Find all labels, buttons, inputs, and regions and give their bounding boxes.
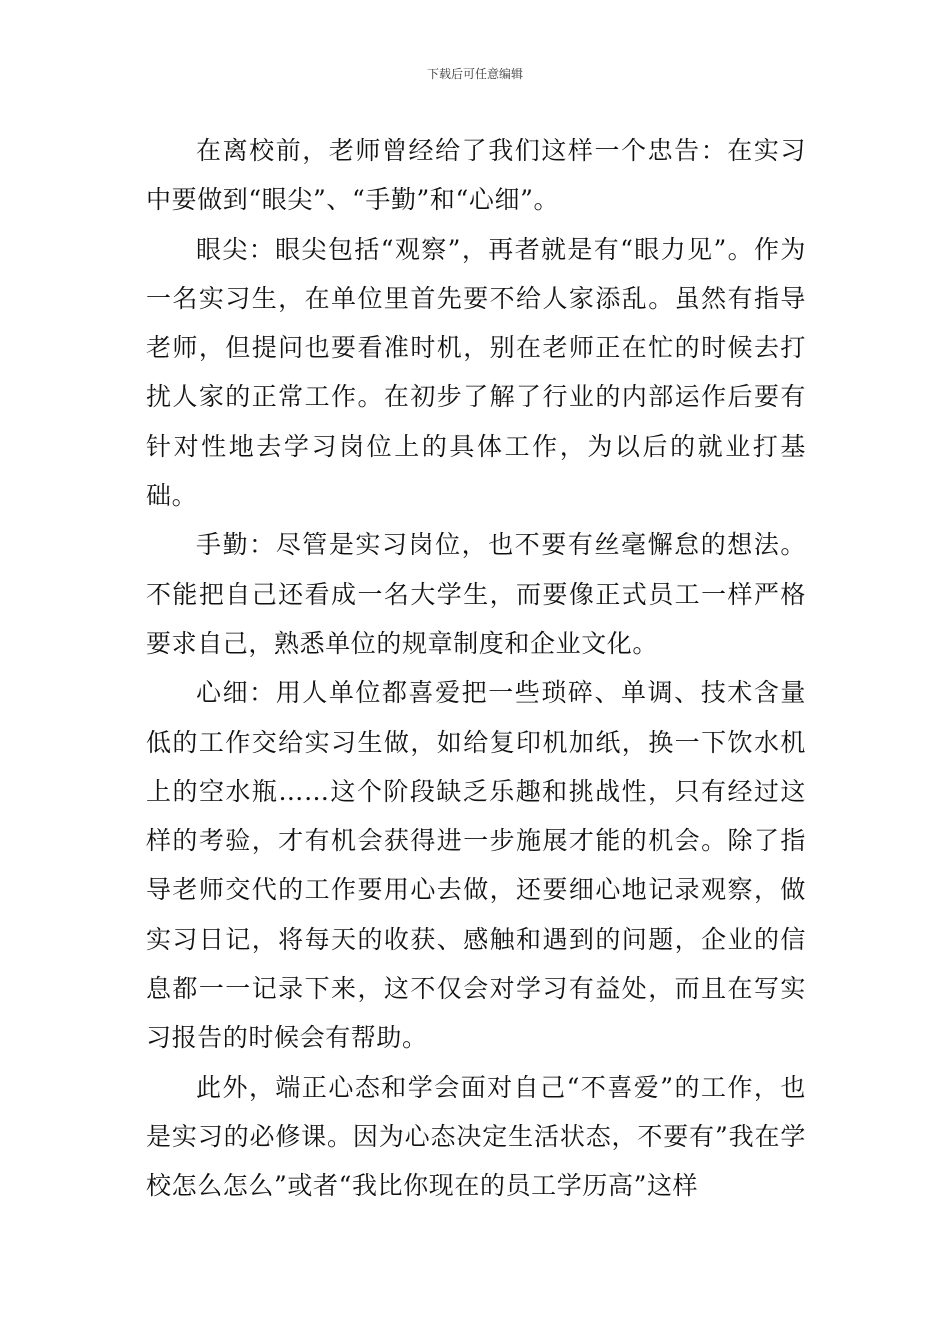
document-body [146,126,806,1211]
header-note: 下载后可任意编辑 [426,67,523,81]
paragraph-careful-mind: 心细：用人单位都喜爱把一些琐碎、单调、技术含量低的工作交给实习生做，如给复印机加纸，换一下饮水机上的空水瓶……这个阶段缺乏乐趣和挑战性，只有经过这样的考验，才有机会获得进一步施展才能的机会。除了指导老师交代的工作要用心去做，还要细心地记录观察，做实习日记，将每天的收获、感触和遇到的问题，企业的信息都一一记录下来，这不仅会对学习有益处，而且在写实习报告的时候会有帮助。 [146,678,806,1053]
paragraph-advice: 在离校前，老师曾经给了我们这样一个忠告：在实习中要做到“眼尖”、“手勤”和“心细”。 [146,136,806,215]
paragraph-diligent-hands: 手勤：尽管是实习岗位，也不要有丝毫懈怠的想法。不能把自己还看成一名大学生，而要像正式员工一样严格要求自己，熟悉单位的规章制度和企业文化。 [146,530,806,658]
paragraph-mindset: 此外，端正心态和学会面对自己“不喜爱”的工作，也是实习的必修课。因为心态决定生活状态，不要有”我在学校怎么怎么”或者“我比你现在的员工学历高”这样 [146,1072,806,1201]
paragraph-sharp-eyes: 眼尖：眼尖包括“观察”，再者就是有“眼力见”。作为一名实习生，在单位里首先要不给人家添乱。虽然有指导老师，但提问也要看准时机，别在老师正在忙的时候去打扰人家的正常工作。在初步了解了行业的内部运作后要有针对性地去学习岗位上的具体工作，为以后的就业打基础。 [146,234,806,511]
